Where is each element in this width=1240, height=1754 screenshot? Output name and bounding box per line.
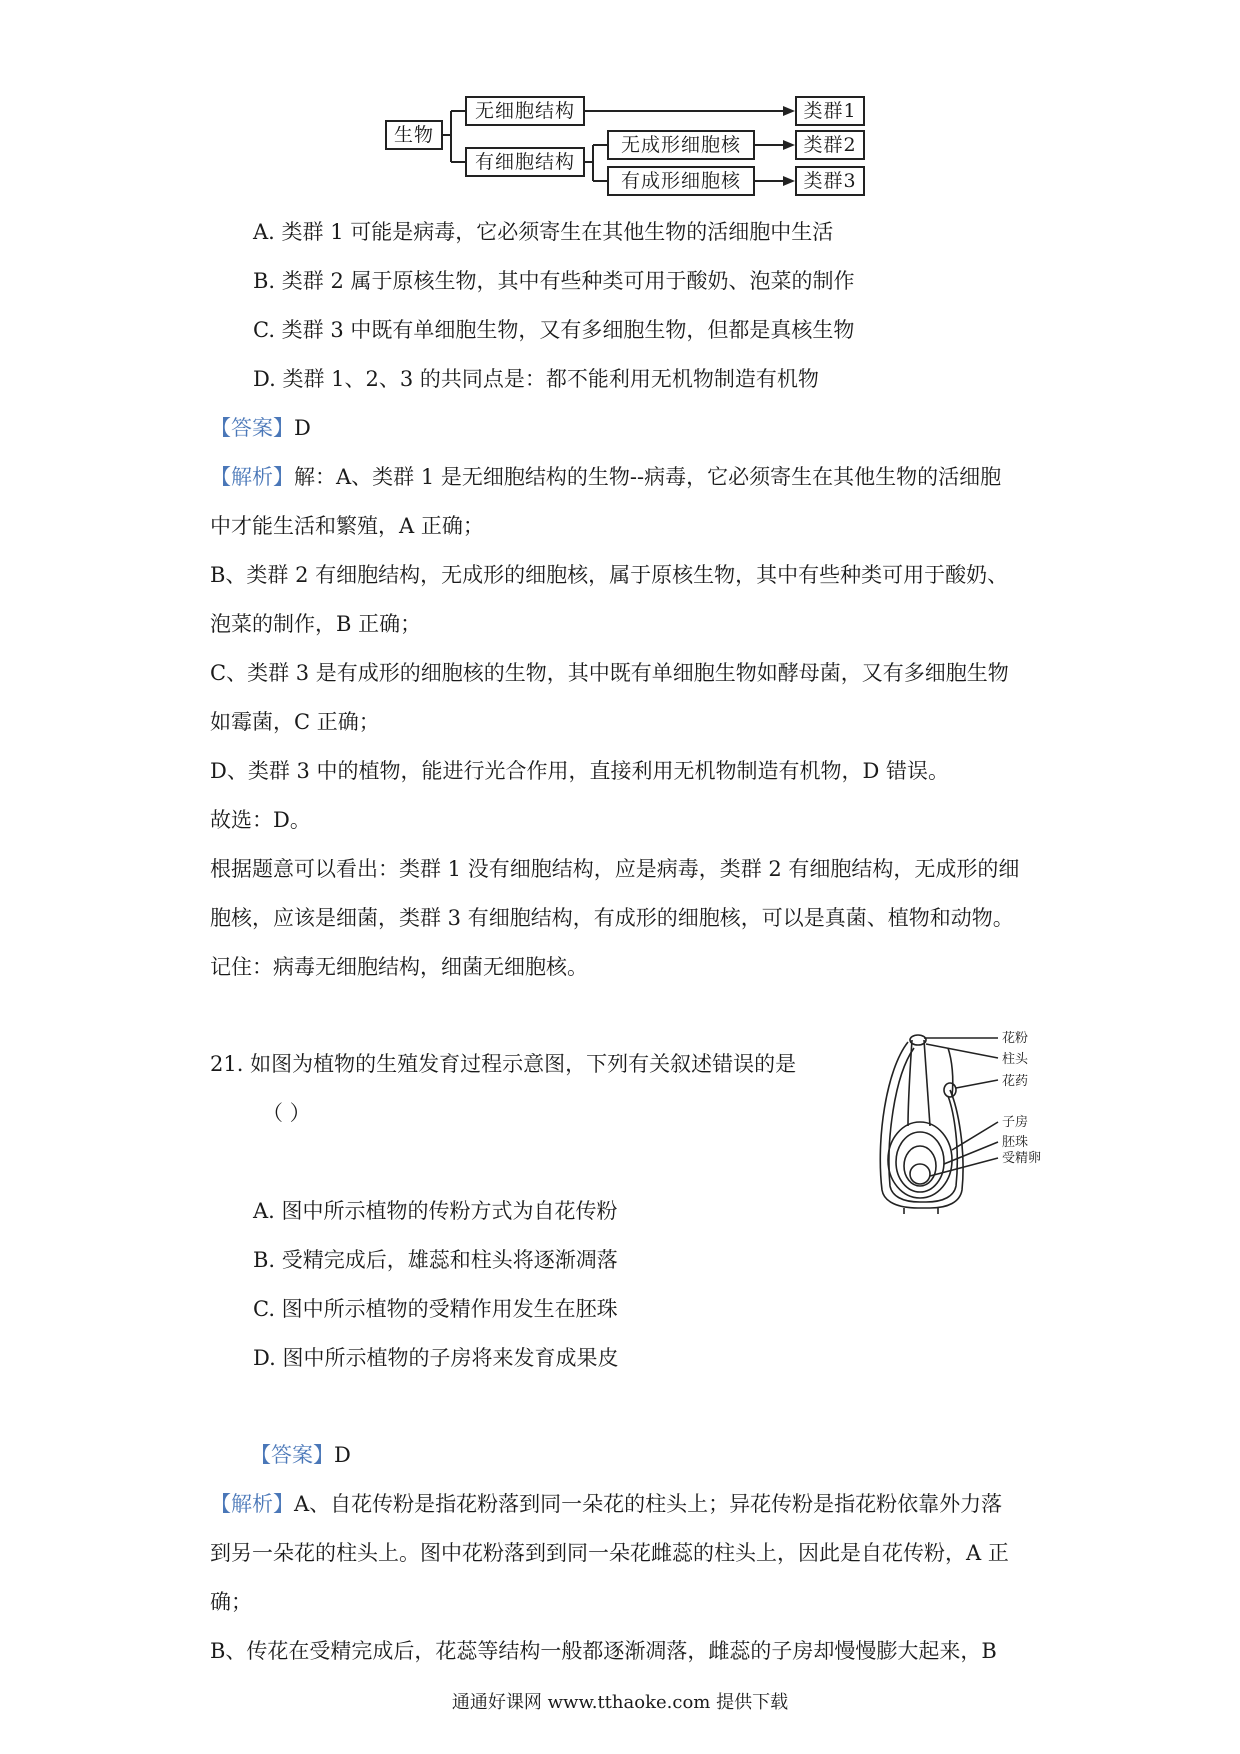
diagram-no-cell-box: 无细胞结构 xyxy=(465,96,585,126)
q21-option-d: D. 图中所示植物的子房将来发育成果皮 xyxy=(253,1346,619,1370)
diagram-group3-box: 类群3 xyxy=(795,166,865,196)
flower-label-stigma: 柱头 xyxy=(1002,1052,1029,1067)
q20-answer xyxy=(210,413,311,443)
q20-option-d: D. 类群 1、2、3 的共同点是：都不能利用无机物制造有机物 xyxy=(253,367,819,391)
q21-answer-tag: 【答案】 xyxy=(250,1443,334,1467)
q20-analysis-line: 根据题意可以看出：类群 1 没有细胞结构，应是病毒，类群 2 有细胞结构，无成形的细 xyxy=(210,857,1020,881)
q21-analysis-text: A、自花传粉是指花粉落到同一朵花的柱头上；异花传粉是指花粉依靠外力落 xyxy=(294,1492,1003,1516)
q21-analysis-line: B、传花在受精完成后，花蕊等结构一般都逐渐凋落，雌蕊的子房却慢慢膨大起来，B xyxy=(210,1639,997,1663)
q20-analysis-tag: 【解析】 xyxy=(210,465,294,489)
diagram-no-nucleus-box: 无成形细胞核 xyxy=(607,130,755,160)
q21-analysis-tag: 【解析】 xyxy=(210,1492,294,1516)
diagram-nucleus-box: 有成形细胞核 xyxy=(607,166,755,196)
q21-option-c: C. 图中所示植物的受精作用发生在胚珠 xyxy=(253,1297,618,1321)
page-footer: 通通好课网 www.tthaoke.com 提供下载 xyxy=(451,1692,789,1713)
q21-analysis-line: 确； xyxy=(210,1590,252,1614)
q21-answer-value: D xyxy=(334,1443,351,1467)
q20-analysis-line: 胞核，应该是细菌，类群 3 有细胞结构，有成形的细胞核，可以是真菌、植物和动物。 xyxy=(210,906,1014,930)
q21-stem: 21. 如图为植物的生殖发育过程示意图，下列有关叙述错误的是 xyxy=(210,1052,797,1076)
q20-analysis-text: 解：A、类群 1 是无细胞结构的生物--病毒，它必须寄生在其他生物的活细胞 xyxy=(294,465,1002,489)
q20-option-c: C. 类群 3 中既有单细胞生物，又有多细胞生物，但都是真核生物 xyxy=(253,318,855,342)
q20-analysis-line: 中才能生活和繁殖，A 正确； xyxy=(210,514,484,538)
flower-label-anther: 花药 xyxy=(1002,1074,1029,1089)
flower-label-ovary: 子房 xyxy=(1002,1115,1029,1130)
flower-label-pollen: 花粉 xyxy=(1002,1031,1029,1046)
q20-option-a: A. 类群 1 可能是病毒，它必须寄生在其他生物的活细胞中生活 xyxy=(253,220,834,244)
diagram-group1-box: 类群1 xyxy=(795,96,865,126)
q20-analysis-line: 泡菜的制作，B 正确； xyxy=(210,612,422,636)
q20-analysis-line: B、类群 2 有细胞结构，无成形的细胞核，属于原核生物，其中有些种类可用于酸奶、 xyxy=(210,563,1009,587)
q20-analysis-line: C、类群 3 是有成形的细胞核的生物，其中既有单细胞生物如酵母菌，又有多细胞生物 xyxy=(210,661,1009,685)
q21-analysis-line: 到另一朵花的柱头上。图中花粉落到到同一朵花雌蕊的柱头上，因此是自花传粉，A 正 xyxy=(210,1541,1009,1565)
q21-blank: （ ） xyxy=(262,1101,311,1125)
q20-answer-tag: 【答案】 xyxy=(210,416,294,440)
q20-option-b: B. 类群 2 属于原核生物，其中有些种类可用于酸奶、泡菜的制作 xyxy=(253,269,855,293)
diagram-root-box: 生物 xyxy=(385,120,443,150)
diagram-group2-box: 类群2 xyxy=(795,130,865,160)
q21-option-a: A. 图中所示植物的传粉方式为自花传粉 xyxy=(253,1199,618,1223)
q21-answer xyxy=(250,1440,351,1470)
diagram-cell-box: 有细胞结构 xyxy=(465,147,585,177)
flower-drawing xyxy=(868,1030,1048,1215)
q21-analysis-line xyxy=(210,1489,1002,1519)
q20-analysis-line: 如霉菌，C 正确； xyxy=(210,710,380,734)
q20-answer-value: D xyxy=(294,416,311,440)
q20-analysis-line: 故选：D。 xyxy=(210,808,311,832)
classification-diagram xyxy=(385,90,865,200)
flower-diagram xyxy=(868,1030,1048,1215)
q20-analysis-line: D、类群 3 中的植物，能进行光合作用，直接利用无机物制造有机物，D 错误。 xyxy=(210,759,950,783)
q20-analysis-line xyxy=(210,462,1001,492)
flower-label-zygote: 受精卵 xyxy=(1002,1151,1042,1166)
q21-option-b: B. 受精完成后，雄蕊和柱头将逐渐凋落 xyxy=(253,1248,618,1272)
flower-label-ovule: 胚珠 xyxy=(1002,1135,1029,1150)
q20-analysis-line: 记住：病毒无细胞结构，细菌无细胞核。 xyxy=(210,955,588,979)
